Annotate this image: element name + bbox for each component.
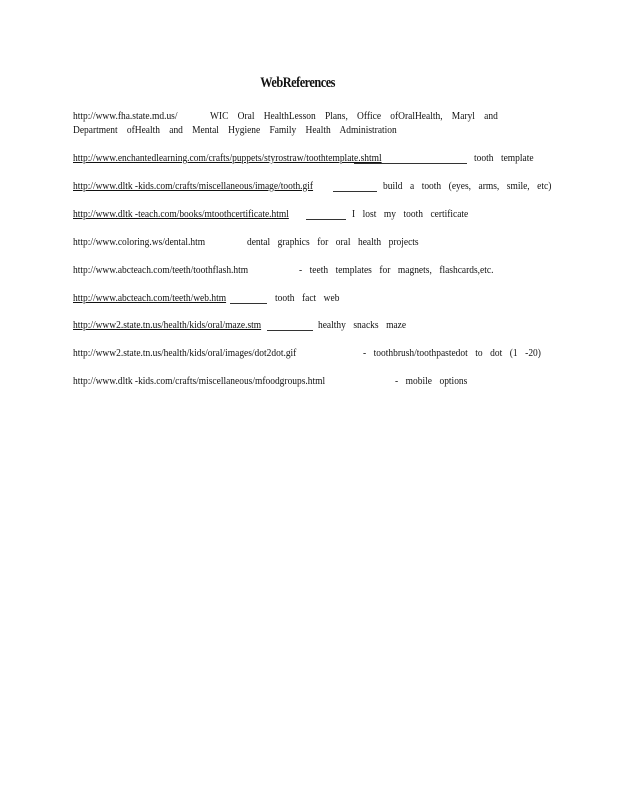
reference-item — [73, 236, 557, 249]
reference-item — [73, 152, 557, 165]
reference-link[interactable]: http://www.dltk -teach.com/books/mtoothcertificate.html — [73, 208, 289, 220]
reference-description: tooth fact web — [275, 292, 340, 304]
reference-link[interactable]: http://www.abcteach.com/teeth/web.htm — [73, 292, 227, 304]
reference-item — [73, 347, 557, 360]
reference-description-fha-line1: WIC Oral HealthLesson Plans, Office ofOralHealth, Maryl and — [210, 110, 498, 122]
reference-link[interactable]: http://www.dltk -kids.com/crafts/miscellaneous/image/tooth.gif — [73, 180, 314, 192]
underline-rule — [354, 163, 467, 164]
underline-rule — [230, 303, 267, 304]
page-title: WebReferences — [260, 75, 335, 91]
reference-description: I lost my tooth certificate — [352, 208, 469, 220]
reference-description: - toothbrush/toothpastedot to dot (1 -20) — [363, 347, 541, 359]
underline-rule — [306, 219, 346, 220]
reference-link-fha[interactable]: http://www.fha.state.md.us/ — [73, 110, 178, 122]
reference-item — [73, 180, 557, 193]
reference-link[interactable]: http://www.coloring.ws/dental.htm — [73, 236, 206, 248]
reference-link[interactable]: http://www.dltk -kids.com/crafts/miscellaneous/mfoodgroups.html — [73, 375, 326, 387]
reference-description: - mobile options — [395, 375, 468, 387]
reference-description-fha-line2: Department ofHealth and Mental Hygiene Family Health Administration — [73, 124, 397, 136]
reference-description: dental graphics for oral health projects — [247, 236, 419, 248]
reference-description: - teeth templates for magnets, flashcards,etc. — [299, 264, 494, 276]
reference-item — [73, 208, 557, 221]
underline-rule — [267, 330, 313, 331]
reference-description: healthy snacks maze — [318, 319, 407, 331]
reference-item — [73, 319, 557, 332]
reference-description: tooth template — [474, 152, 534, 164]
reference-item — [73, 375, 557, 388]
reference-link[interactable]: http://www.enchantedlearning.com/crafts/puppets/styrostraw/toothtemplate.shtml — [73, 152, 382, 164]
underline-rule — [333, 191, 377, 192]
reference-item — [73, 264, 557, 277]
reference-item — [73, 292, 557, 305]
reference-item-fha — [73, 110, 498, 123]
reference-description: build a tooth (eyes, arms, smile, etc) — [383, 180, 552, 192]
reference-link[interactable]: http://www2.state.tn.us/health/kids/oral/images/dot2dot.gif — [73, 347, 297, 359]
reference-link[interactable]: http://www2.state.tn.us/health/kids/oral/maze.stm — [73, 319, 262, 331]
reference-link[interactable]: http://www.abcteach.com/teeth/toothflash.htm — [73, 264, 249, 276]
